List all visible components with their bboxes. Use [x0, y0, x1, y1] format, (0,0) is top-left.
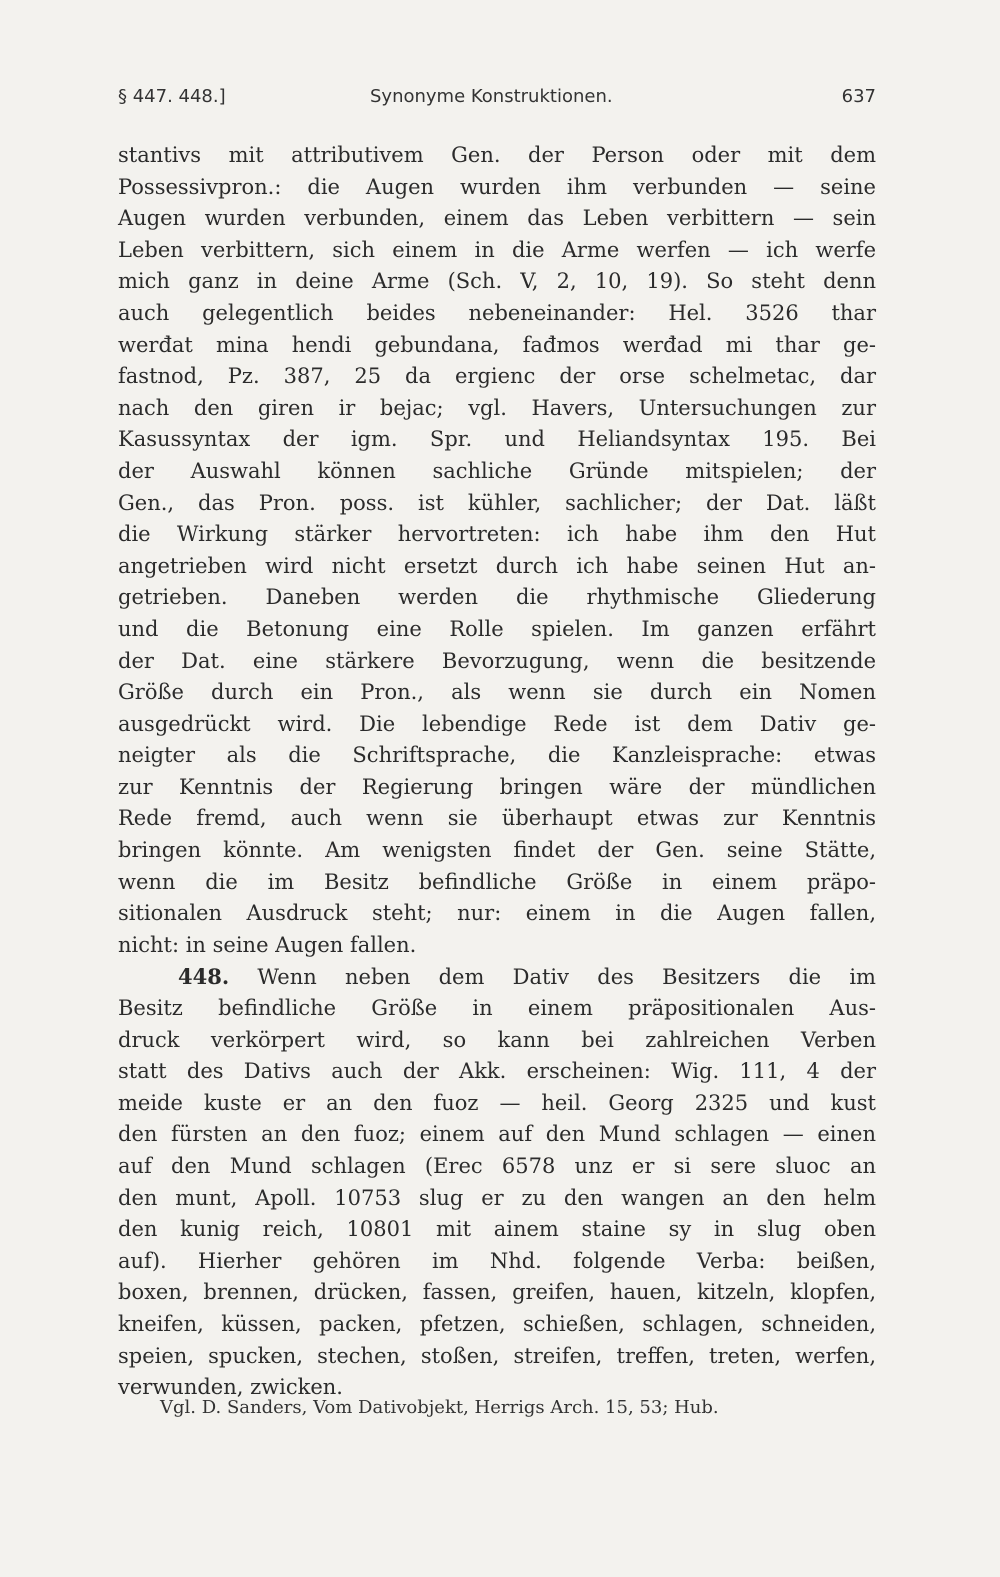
text-line: speien, spucken, stechen, stoßen, streifen, treffen, treten, werfen, — [118, 1343, 876, 1368]
text-line: auf). Hierher gehören im Nhd. folgende Verba: beißen, — [118, 1248, 876, 1273]
text-line: auch gelegentlich beides nebeneinander: Hel. 3526 thar — [118, 300, 876, 325]
text-line: ausgedrückt wird. Die lebendige Rede ist dem Dativ ge- — [118, 711, 876, 736]
text-line: bringen könnte. Am wenigsten findet der Gen. seine Stätte, — [118, 838, 876, 863]
text-line: Possessivpron.: die Augen wurden ihm verbunden — seine — [118, 174, 876, 199]
body-text — [118, 140, 876, 1404]
text-line: mich ganz in deine Arme (Sch. V, 2, 10, 19). So steht denn — [118, 269, 876, 294]
text-line: neigter als die Schriftsprache, die Kanzleisprache: etwas — [118, 743, 876, 768]
text-line: stantivs mit attributivem Gen. der Person oder mit dem — [118, 143, 876, 167]
section-first-line: Wenn neben dem Dativ des Besitzers die im — [257, 965, 876, 990]
text-line: die Wirkung stärker hervortreten: ich habe ihm den Hut — [118, 522, 876, 547]
text-line: den fürsten an den fuoz; einem auf den Mund schlagen — einen — [118, 1122, 876, 1147]
text-line: Rede fremd, auch wenn sie überhaupt etwas zur Kenntnis — [118, 806, 876, 831]
text-line: der Auswahl können sachliche Gründe mitspielen; der — [118, 458, 876, 483]
text-line: den kunig reich, 10801 mit ainem staine sy in slug oben — [118, 1217, 876, 1242]
footnote: Vgl. D. Sanders, Vom Dativobjekt, Herrigs Arch. 15, 53; Hub. — [160, 1397, 719, 1418]
text-line: angetrieben wird nicht ersetzt durch ich habe seinen Hut an- — [118, 553, 876, 578]
text-line: auf den Mund schlagen (Erec 6578 unz er si sere sluoc an — [118, 1154, 876, 1178]
page-number: 637 — [841, 86, 876, 107]
text-line: statt des Dativs auch der Akk. erscheinen: Wig. 111, 4 der — [118, 1059, 876, 1084]
text-line: Augen wurden verbunden, einem das Leben verbittern — sein — [118, 206, 876, 231]
text-line: kneifen, küssen, packen, pfetzen, schießen, schlagen, schneiden, — [118, 1311, 876, 1336]
text-line: sitionalen Ausdruck steht; nur: einem in die Augen fallen, — [118, 901, 876, 926]
text-line: boxen, brennen, drücken, fassen, greifen, hauen, kitzeln, klopfen, — [118, 1280, 876, 1305]
section-448-opening — [118, 961, 876, 993]
header-section-ref: § 447. 448.] — [118, 86, 226, 107]
text-line: getrieben. Daneben werden die rhythmische Gliederung — [118, 585, 876, 610]
text-line: nach den giren ir bejac; vgl. Havers, Untersuchungen zur — [118, 395, 876, 420]
text-line: werđat mina hendi gebundana, fađmos werđad mi thar ge- — [118, 332, 876, 357]
text-line: Gen., das Pron. poss. ist kühler, sachlicher; der Dat. läßt — [118, 490, 876, 515]
section-number: 448. — [178, 964, 230, 990]
text-line: wenn die im Besitz befindliche Größe in einem präpo- — [118, 869, 876, 894]
header-title: Synonyme Konstruktionen. — [370, 86, 613, 107]
text-line: der Dat. eine stärkere Bevorzugung, wenn die besitzende — [118, 648, 876, 673]
text-line: Besitz befindliche Größe in einem präpositionalen Aus- — [118, 996, 876, 1021]
text-line: verwunden, zwicken. — [118, 1375, 343, 1400]
text-line: und die Betonung eine Rolle spielen. Im ganzen erfährt — [118, 616, 876, 641]
text-line: fastnod, Pz. 387, 25 da ergienc der orse schelmetac, dar — [118, 364, 876, 389]
text-line: druck verkörpert wird, so kann bei zahlreichen Verben — [118, 1027, 876, 1052]
text-line: zur Kenntnis der Regierung bringen wäre der mündlichen — [118, 774, 876, 799]
running-header — [118, 86, 876, 118]
text-line: den munt, Apoll. 10753 slug er zu den wangen an den helm — [118, 1185, 876, 1210]
text-line: meide kuste er an den fuoz — heil. Georg 2325 und kust — [118, 1090, 876, 1115]
text-line: Kasussyntax der igm. Spr. und Heliandsyntax 195. Bei — [118, 427, 876, 452]
text-line: Leben verbittern, sich einem in die Arme werfen — ich werfe — [118, 237, 876, 262]
text-line: Größe durch ein Pron., als wenn sie durch ein Nomen — [118, 680, 876, 705]
text-line: nicht: in seine Augen fallen. — [118, 932, 417, 957]
